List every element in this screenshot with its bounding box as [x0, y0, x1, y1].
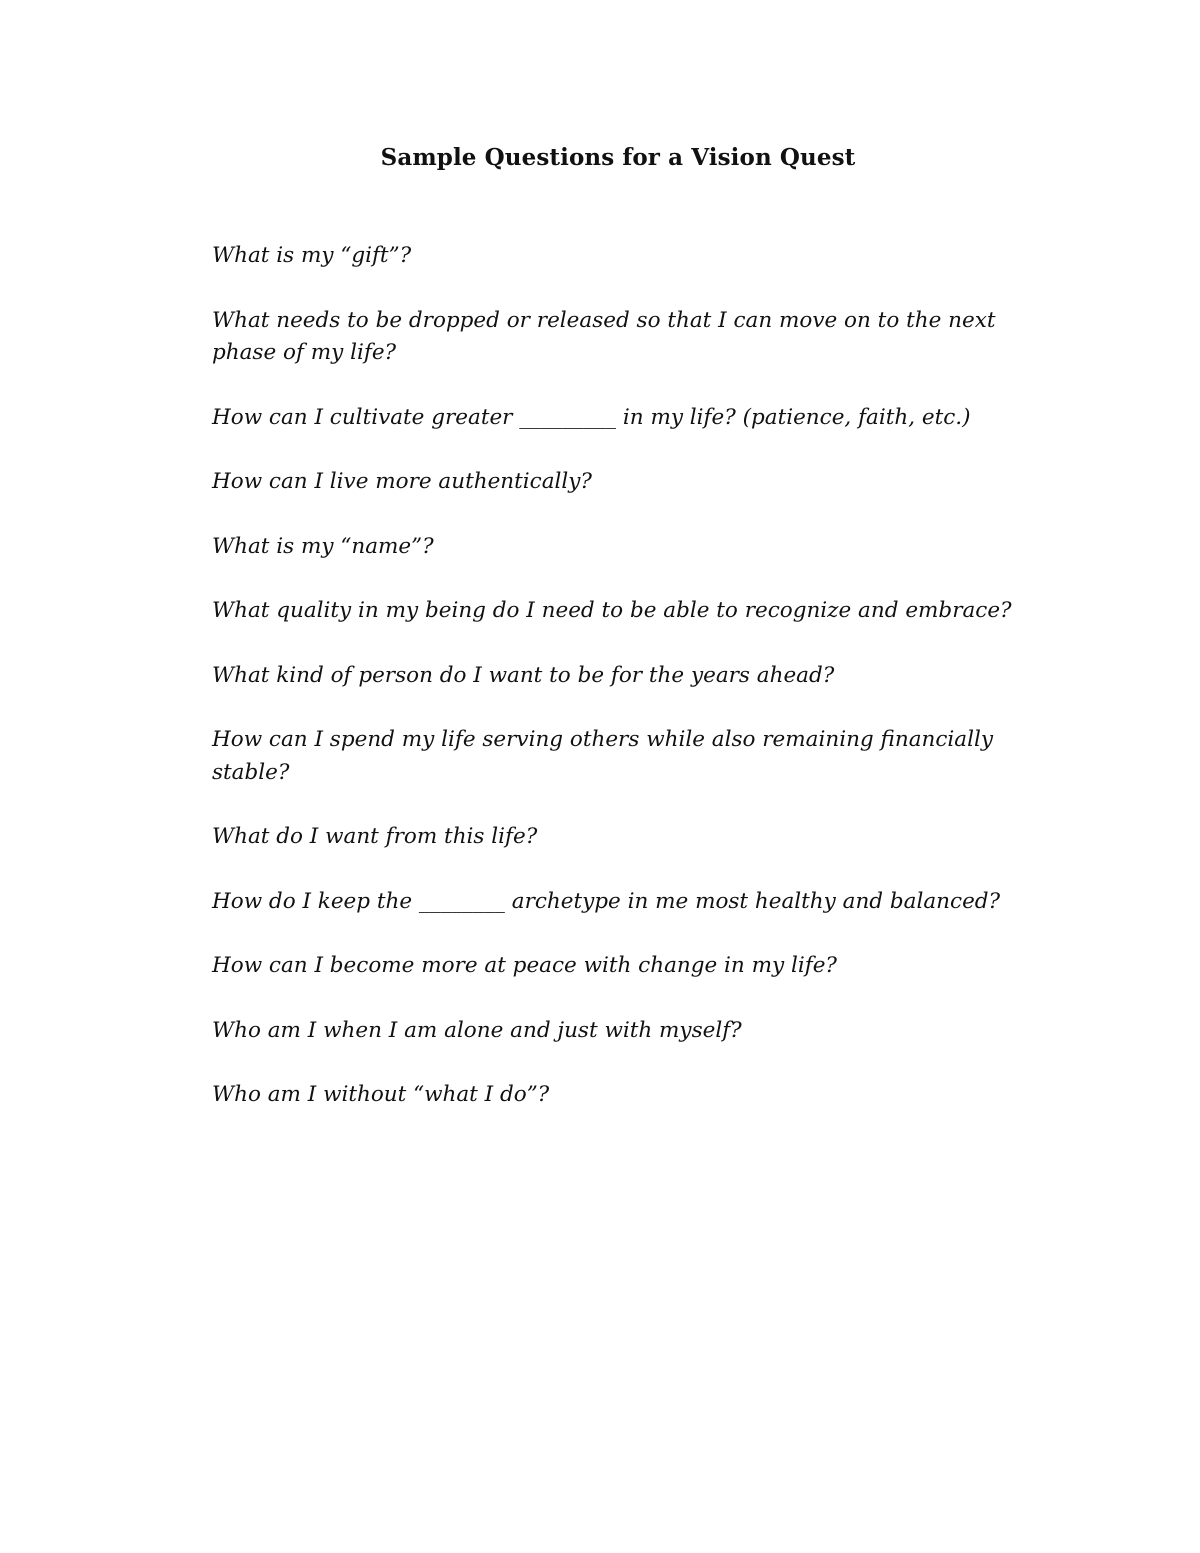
question-item: Who am I when I am alone and just with myself?: [212, 1017, 742, 1043]
question-item: How can I live more authentically?: [212, 469, 592, 494]
document-title: Sample Questions for a Vision Quest: [380, 144, 856, 171]
question-item: What quality in my being do I need to be able to recognize and embrace?: [212, 598, 1012, 623]
question-item: What is my “gift”?: [212, 243, 412, 268]
question-item: Who am I without “what I do”?: [212, 1082, 550, 1107]
question-item: How do I keep the ________ archetype in me most healthy and balanced?: [212, 888, 1001, 914]
question-item: How can I cultivate greater _________ in my life? (patience, faith, etc.): [212, 404, 971, 430]
question-item: What do I want from this life?: [212, 824, 538, 849]
question-item: How can I spend my life serving others while also remaining financially stable?: [212, 727, 994, 785]
question-item: What kind of person do I want to be for the years ahead?: [212, 662, 835, 688]
question-item: What is my “name”?: [212, 533, 434, 559]
question-item: What needs to be dropped or released so that I can move on to the next phase of my life?: [212, 307, 996, 365]
question-item: How can I become more at peace with change in my life?: [212, 953, 837, 978]
question-list: [212, 240, 1032, 1144]
